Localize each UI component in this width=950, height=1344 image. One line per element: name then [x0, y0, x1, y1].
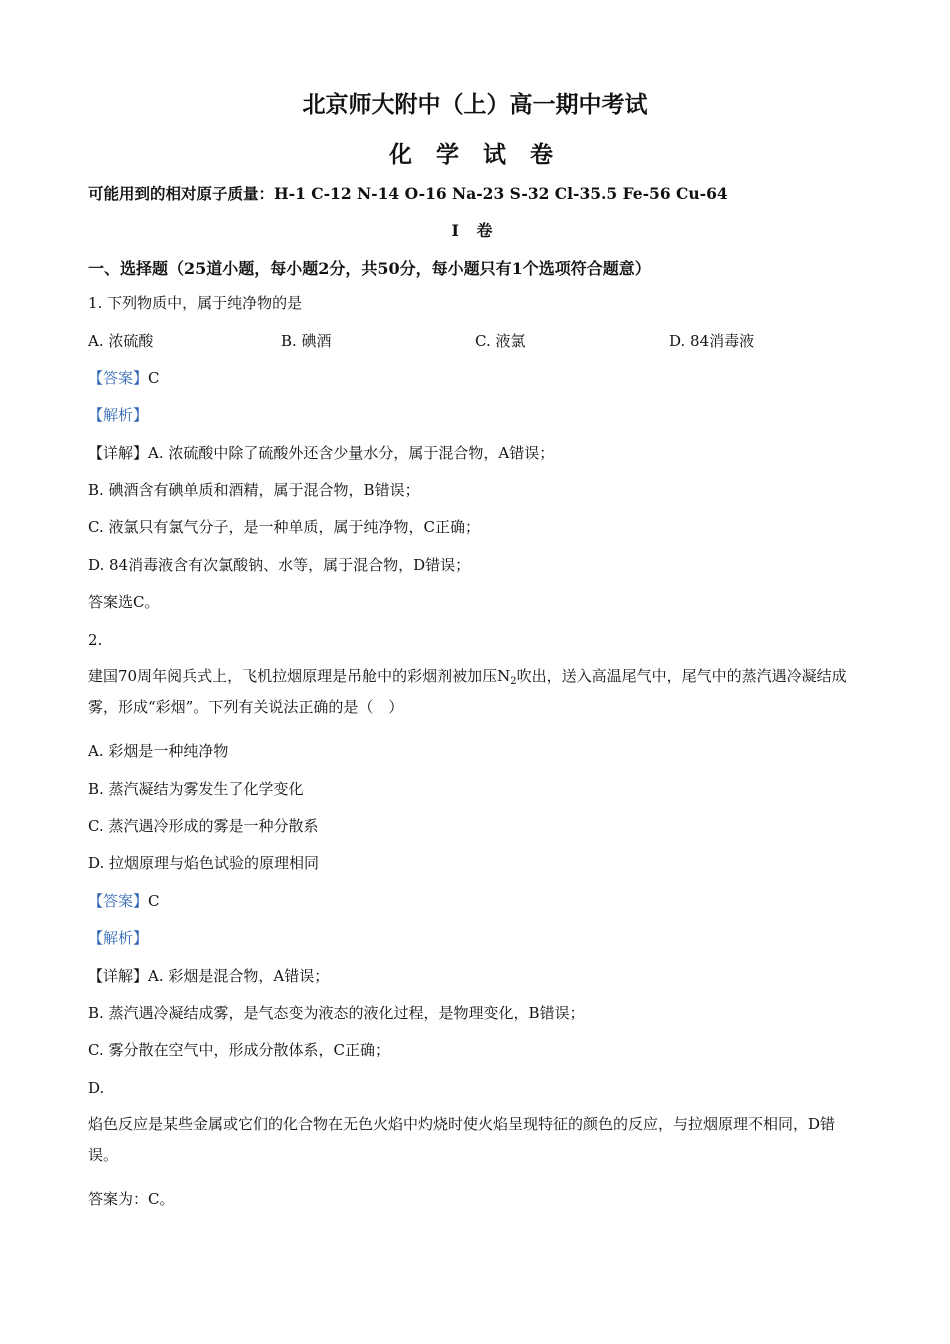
analysis-label: 【解析】: [88, 406, 149, 424]
q1-detail-b: B. 碘酒含有碘单质和酒精，属于混合物，B错误；: [88, 481, 420, 499]
detail-label: 【详解】: [88, 444, 149, 462]
q1-option-b: B. 碘酒: [281, 332, 332, 350]
q1-detail-c: C. 液氯只有氯气分子，是一种单质，属于纯净物，C正确；: [88, 518, 480, 536]
q2-answer: [88, 891, 160, 911]
q2-stem-part1: 建国70周年阅兵式上，飞机拉烟原理是吊舱中的彩烟剂被加压N: [88, 667, 511, 685]
detail-text: A. 浓硫酸中除了硫酸外还含少量水分，属于混合物，A错误；: [148, 444, 555, 462]
q2-detail-c: C. 雾分散在空气中，形成分散体系，C正确；: [88, 1041, 390, 1059]
q1-conclusion: 答案选C。: [88, 593, 160, 611]
q1-answer: [88, 368, 160, 388]
exam-subtitle: 化 学 试 卷: [388, 141, 562, 168]
q2-number: 2.: [88, 631, 103, 649]
q1-option-a: A. 浓硫酸: [88, 332, 154, 350]
answer-label: 【答案】: [88, 369, 149, 387]
detail-label: 【详解】: [88, 967, 149, 985]
section-heading: 一、选择题（25道小题，每小题2分，共50分，每小题只有1个选项符合题意）: [88, 259, 651, 278]
detail-text: A. 彩烟是混合物，A错误；: [148, 967, 330, 985]
q2-option-a: A. 彩烟是一种纯净物: [88, 742, 229, 760]
q1-option-d: D. 84消毒液: [669, 332, 755, 350]
volume-heading: I 卷: [451, 221, 499, 240]
q2-stem-subscript: 2: [510, 676, 517, 687]
atomic-masses: 可能用到的相对原子质量：H-1 C-12 N-14 O-16 Na-23 S-32 Cl-35.5 Fe-56 Cu-64: [88, 184, 728, 203]
q1-option-c: C. 液氯: [475, 332, 526, 350]
answer-label: 【答案】: [88, 892, 149, 910]
answer-value: C: [148, 369, 160, 387]
q1-analysis-label: [88, 405, 148, 425]
q2-detail-d-marker: D.: [88, 1079, 105, 1097]
q2-analysis-label: [88, 928, 148, 948]
q2-option-b: B. 蒸汽凝结为雾发生了化学变化: [88, 780, 304, 798]
q2-stem: [88, 661, 863, 723]
exam-title: 北京师大附中（上）高一期中考试: [302, 91, 648, 118]
q2-conclusion: 答案为：C。: [88, 1190, 175, 1208]
q2-option-c: C. 蒸汽遇冷形成的雾是一种分散系: [88, 817, 319, 835]
q2-detail-d-text: 焰色反应是某些金属或它们的化合物在无色火焰中灼烧时使火焰呈现特征的颜色的反应，与拉烟原理不相同，D错误。: [88, 1115, 836, 1164]
answer-value: C: [148, 892, 160, 910]
q2-detail-a: [88, 966, 329, 986]
q2-stem-part2: 吹出，送入高温尾气中，尾气中的蒸汽遇冷凝结成雾，形成“彩烟”。下列有关说法正确的是（ ）: [88, 667, 847, 716]
q2-detail-b: B. 蒸汽遇冷凝结成雾，是气态变为液态的液化过程，是物理变化，B错误；: [88, 1004, 585, 1022]
q1-stem: 1. 下列物质中，属于纯净物的是: [88, 294, 303, 312]
q2-option-d: D. 拉烟原理与焰色试验的原理相同: [88, 854, 320, 872]
q1-detail-d: D. 84消毒液含有次氯酸钠、水等，属于混合物，D错误；: [88, 556, 471, 574]
q1-detail-a: [88, 443, 554, 463]
analysis-label: 【解析】: [88, 929, 149, 947]
